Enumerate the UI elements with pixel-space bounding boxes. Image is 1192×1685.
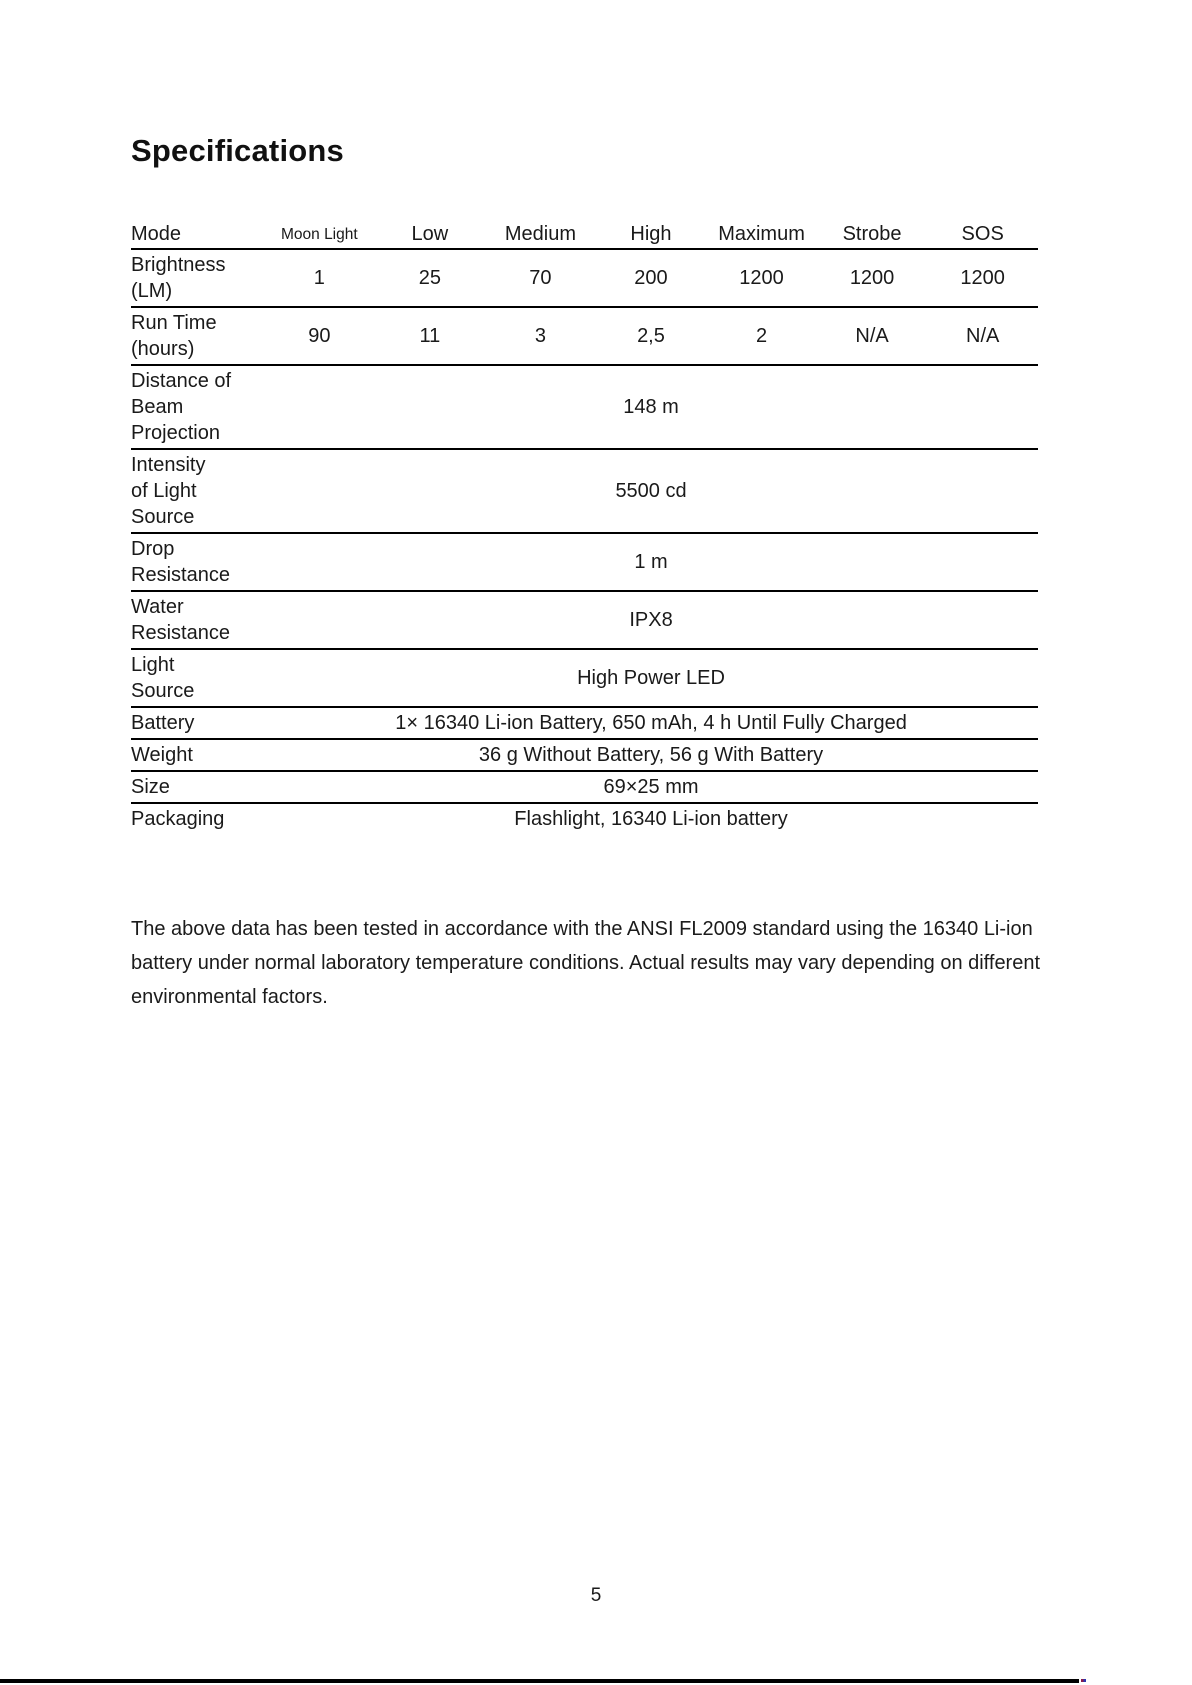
specifications-table <box>131 221 1038 834</box>
spec-row-battery <box>131 707 1038 739</box>
mode-header-label: Mode <box>131 223 182 245</box>
page-number: 5 <box>590 1585 602 1606</box>
spec-row-mode-header <box>131 221 1038 249</box>
spec-value: 90 <box>308 325 331 347</box>
spec-row-drop-resistance <box>131 533 1038 591</box>
spec-label-size: Size <box>131 776 170 798</box>
spec-row-packaging <box>131 803 1038 834</box>
spec-label-battery: Battery <box>131 712 195 734</box>
mode-col-moon-light: Moon Light <box>280 225 358 243</box>
spec-value: 1200 <box>960 267 1005 289</box>
spec-value: N/A <box>855 325 889 347</box>
spec-label-brightness: Brightness (LM) <box>131 254 226 302</box>
spec-label-run-time: Run Time (hours) <box>131 312 217 360</box>
spec-value: Flashlight, 16340 Li-ion battery <box>514 808 788 830</box>
spec-value: High Power LED <box>577 667 725 689</box>
spec-value: 5500 cd <box>615 480 687 502</box>
mode-col-sos: SOS <box>961 223 1004 245</box>
spec-value: 2,5 <box>637 325 665 347</box>
spec-row-run-time <box>131 307 1038 365</box>
spec-value: 36 g Without Battery, 56 g With Battery <box>478 744 824 766</box>
mode-col-medium: Medium <box>504 223 576 245</box>
spec-value: 1200 <box>849 267 895 289</box>
spec-value: 69×25 mm <box>603 776 699 798</box>
page-title: Specifications <box>131 133 344 168</box>
spec-value: 148 m <box>623 396 679 418</box>
spec-label-intensity: Intensity of Light Source <box>131 454 206 528</box>
spec-label-distance: Distance of Beam Projection <box>131 370 232 444</box>
spec-label-water-resistance: Water Resistance <box>131 596 230 644</box>
spec-row-weight <box>131 739 1038 771</box>
spec-value: 1200 <box>739 267 784 289</box>
spec-value: 2 <box>755 325 768 347</box>
spec-value: 70 <box>529 267 552 289</box>
page-bottom-edge-bar <box>0 1679 1079 1683</box>
spec-value: 3 <box>534 325 546 347</box>
mode-col-high: High <box>630 223 672 245</box>
spec-value: 1× 16340 Li-ion Battery, 650 mAh, 4 h Until Fully Charged <box>395 712 907 734</box>
mode-col-low: Low <box>411 223 449 245</box>
mode-col-maximum: Maximum <box>718 223 805 245</box>
spec-value: 11 <box>419 325 441 347</box>
spec-row-water-resistance <box>131 591 1038 649</box>
spec-label-light-source: Light Source <box>131 654 195 702</box>
spec-label-packaging: Packaging <box>131 808 225 830</box>
spec-row-light-source <box>131 649 1038 707</box>
spec-row-intensity <box>131 449 1038 533</box>
spec-label-weight: Weight <box>131 744 193 766</box>
spec-value: 25 <box>418 267 441 289</box>
mode-col-strobe: Strobe <box>842 223 902 245</box>
edge-artifact-dot <box>1081 1679 1086 1682</box>
spec-value: N/A <box>966 325 1000 347</box>
spec-value: 200 <box>634 267 668 289</box>
spec-row-size <box>131 771 1038 803</box>
spec-label-drop-resistance: Drop Resistance <box>131 538 230 586</box>
spec-value: 1 <box>313 267 325 289</box>
spec-row-distance <box>131 365 1038 449</box>
spec-value: 1 m <box>634 551 668 573</box>
spec-value: IPX8 <box>629 609 673 631</box>
spec-row-brightness <box>131 249 1038 307</box>
test-conditions-note: The above data has been tested in accordance with the ANSI FL2009 standard using the 16340 Li-ion battery under normal laboratory temperature conditions. Actual results may vary depending on different environmental factors. <box>131 918 1041 1008</box>
